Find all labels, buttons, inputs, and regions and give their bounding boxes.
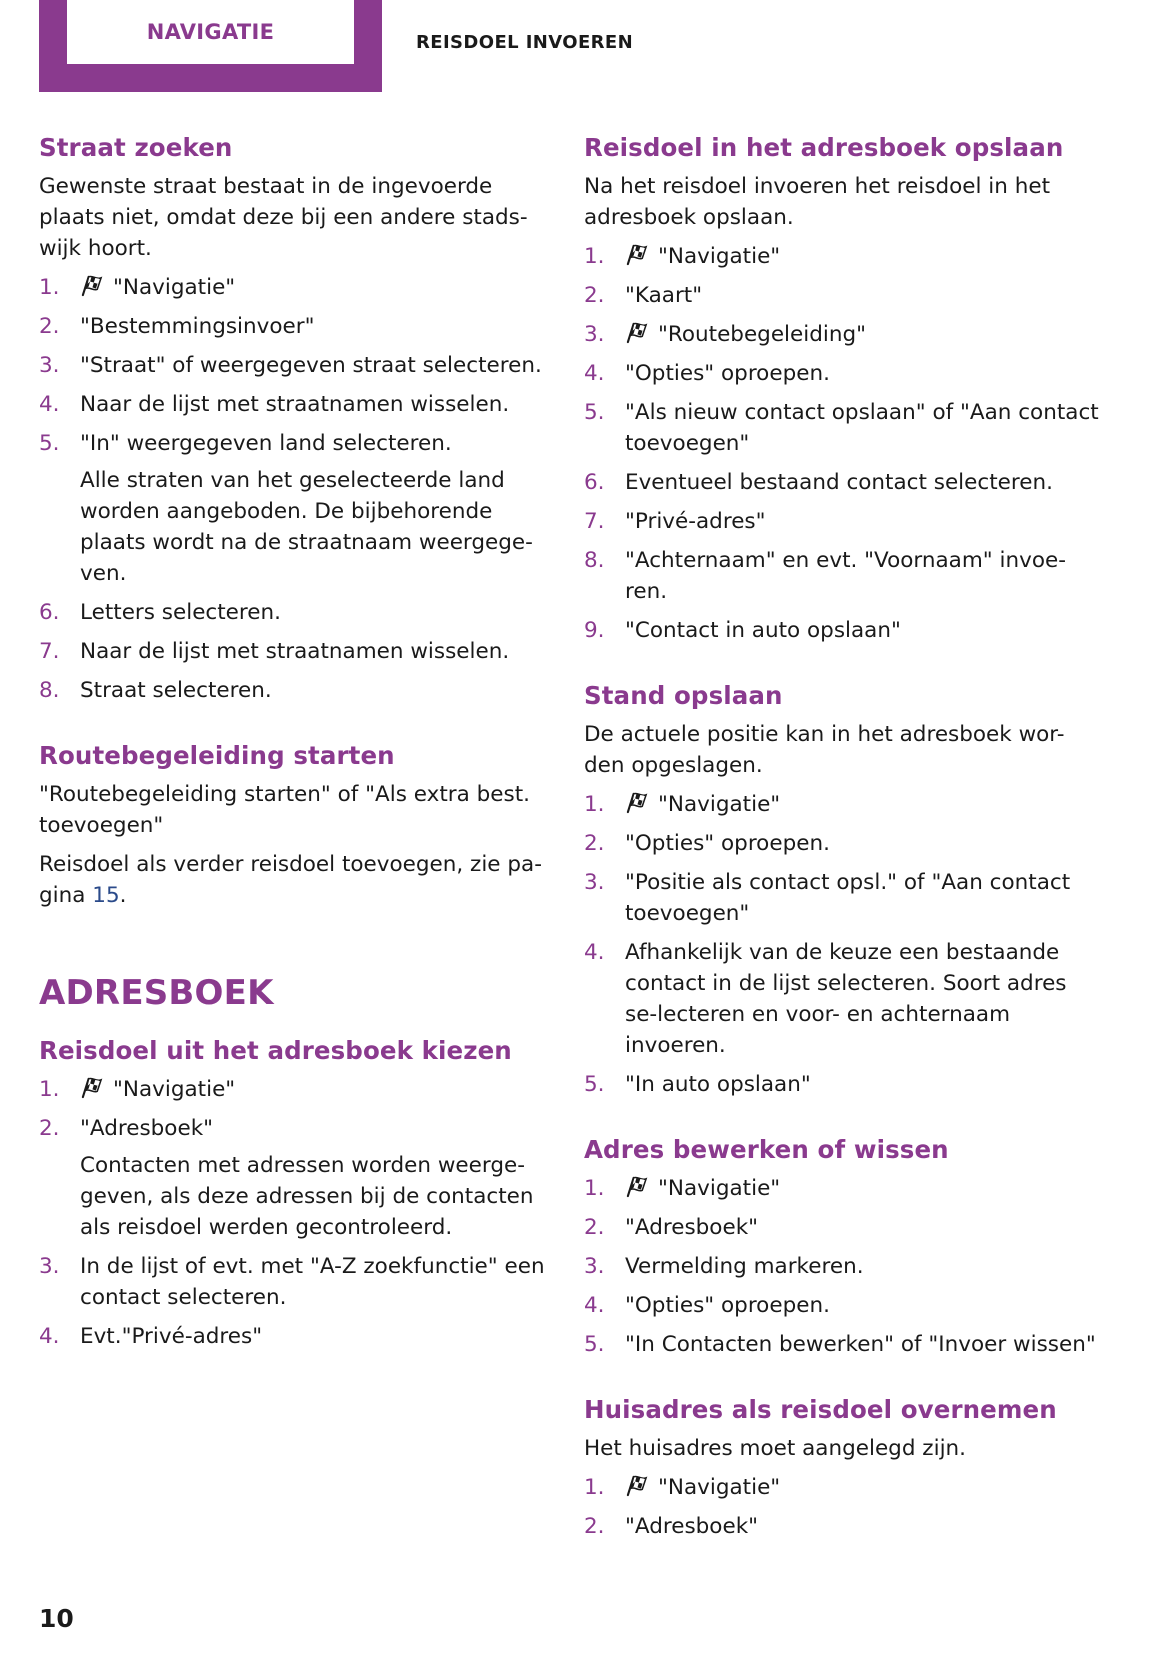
step-number: 5. bbox=[584, 1332, 605, 1357]
bewerken-steps bbox=[584, 1173, 1104, 1360]
adresboek-steps bbox=[39, 1074, 549, 1352]
left-column bbox=[39, 132, 549, 1360]
step-number: 5. bbox=[584, 1072, 605, 1097]
step-text: "Als nieuw contact opslaan" of "Aan contact toevoegen" bbox=[625, 400, 1099, 456]
step-number: 8. bbox=[39, 678, 60, 703]
destination-flag-icon bbox=[625, 243, 648, 266]
list-item bbox=[584, 1173, 1104, 1204]
destination-flag-icon bbox=[625, 1474, 648, 1497]
page-number: 10 bbox=[39, 1604, 74, 1633]
step-text: "Privé-adres" bbox=[625, 509, 766, 534]
section-title: REISDOEL INVOEREN bbox=[416, 32, 634, 53]
step-number: 1. bbox=[584, 792, 605, 817]
step-text: Naar de lijst met straatnamen wisselen. bbox=[80, 639, 510, 664]
route-text-2 bbox=[39, 849, 549, 911]
heading-stand-opslaan: Stand opslaan bbox=[584, 681, 783, 710]
destination-flag-icon bbox=[80, 274, 103, 297]
step-text: "Navigatie" bbox=[113, 275, 236, 300]
step-text: "Achternaam" en evt. "Voornaam" invoe-ren. bbox=[625, 548, 1066, 604]
opslaan-intro: Na het reisdoel invoeren het reisdoel in het adresboek opslaan. bbox=[584, 174, 1051, 230]
step-text: Straat selecteren. bbox=[80, 678, 272, 703]
step-text: "Bestemmingsinvoer" bbox=[80, 314, 315, 339]
list-item bbox=[584, 397, 1104, 459]
straat-steps bbox=[39, 272, 549, 706]
list-item bbox=[39, 428, 549, 589]
step-number: 8. bbox=[584, 548, 605, 573]
step-text: "Opties" oproepen. bbox=[625, 1293, 830, 1318]
destination-flag-icon bbox=[625, 791, 648, 814]
list-item bbox=[39, 1113, 549, 1243]
destination-flag-icon bbox=[625, 1175, 648, 1198]
heading-adresboek: ADRESBOEK bbox=[39, 973, 274, 1013]
huis-steps bbox=[584, 1472, 1104, 1542]
step-text: Naar de lijst met straatnamen wisselen. bbox=[80, 392, 510, 417]
step-number: 1. bbox=[584, 244, 605, 269]
list-item bbox=[584, 1472, 1104, 1503]
step-number: 1. bbox=[584, 1176, 605, 1201]
step-number: 4. bbox=[584, 940, 605, 965]
step-text: In de lijst of evt. met "A-Z zoekfunctie" een contact selecteren. bbox=[80, 1254, 545, 1310]
step-note: Contacten met adressen worden weerge-geven, als deze adressen bij de contacten als reisdoel werden gecontroleerd. bbox=[80, 1153, 534, 1240]
step-text: "Navigatie" bbox=[658, 1176, 781, 1201]
route-text-2-end: . bbox=[119, 883, 127, 908]
step-number: 7. bbox=[584, 509, 605, 534]
step-number: 2. bbox=[584, 283, 605, 308]
step-number: 1. bbox=[39, 1077, 60, 1102]
heading-reisdoel-opslaan: Reisdoel in het adresboek opslaan bbox=[584, 133, 1064, 162]
step-text: Eventueel bestaand contact selecteren. bbox=[625, 470, 1053, 495]
step-number: 4. bbox=[39, 392, 60, 417]
list-item bbox=[39, 311, 549, 342]
list-item bbox=[584, 545, 1104, 607]
right-column bbox=[584, 132, 1104, 1550]
step-text: "Navigatie" bbox=[658, 244, 781, 269]
step-number: 5. bbox=[584, 400, 605, 425]
step-text: "Opties" oproepen. bbox=[625, 831, 830, 856]
step-number: 4. bbox=[584, 1293, 605, 1318]
stand-steps bbox=[584, 789, 1104, 1100]
step-text: "In Contacten bewerken" of "Invoer wissen" bbox=[625, 1332, 1096, 1357]
huis-intro: Het huisadres moet aangelegd zijn. bbox=[584, 1436, 967, 1461]
list-item bbox=[584, 358, 1104, 389]
step-number: 3. bbox=[584, 322, 605, 347]
step-text: Vermelding markeren. bbox=[625, 1254, 864, 1279]
step-number: 7. bbox=[39, 639, 60, 664]
heading-huisadres: Huisadres als reisdoel overnemen bbox=[584, 1395, 1057, 1424]
step-number: 2. bbox=[584, 831, 605, 856]
step-number: 5. bbox=[39, 431, 60, 456]
page-link[interactable]: 15 bbox=[92, 883, 120, 908]
list-item bbox=[584, 615, 1104, 646]
step-text: "Straat" of weergegeven straat selecteren. bbox=[80, 353, 542, 378]
step-number: 2. bbox=[39, 314, 60, 339]
step-text: "Positie als contact opsl." of "Aan contact toevoegen" bbox=[625, 870, 1071, 926]
step-text: "Navigatie" bbox=[113, 1077, 236, 1102]
heading-routebegeleiding: Routebegeleiding starten bbox=[39, 741, 395, 770]
step-number: 1. bbox=[584, 1475, 605, 1500]
destination-flag-icon bbox=[625, 321, 648, 344]
step-number: 6. bbox=[584, 470, 605, 495]
step-note: Alle straten van het geselecteerde land worden aangeboden. De bijbehorende plaats wordt na de straatnaam weergege-ven. bbox=[80, 468, 533, 586]
list-item bbox=[39, 1074, 549, 1105]
route-text-1: "Routebegeleiding starten" of "Als extra best. toevoegen" bbox=[39, 782, 530, 838]
heading-straat-zoeken: Straat zoeken bbox=[39, 133, 233, 162]
step-number: 1. bbox=[39, 275, 60, 300]
list-item bbox=[584, 467, 1104, 498]
step-number: 4. bbox=[584, 361, 605, 386]
chapter-tab-inner bbox=[67, 0, 354, 64]
step-number: 2. bbox=[584, 1215, 605, 1240]
step-number: 6. bbox=[39, 600, 60, 625]
list-item bbox=[584, 506, 1104, 537]
list-item bbox=[584, 241, 1104, 272]
step-number: 2. bbox=[584, 1514, 605, 1539]
heading-adres-bewerken: Adres bewerken of wissen bbox=[584, 1135, 949, 1164]
step-text: "Navigatie" bbox=[658, 1475, 781, 1500]
list-item bbox=[584, 319, 1104, 350]
list-item bbox=[584, 867, 1104, 929]
list-item bbox=[584, 1251, 1104, 1282]
chapter-tab bbox=[39, 0, 382, 92]
list-item bbox=[39, 1321, 549, 1352]
step-number: 3. bbox=[584, 870, 605, 895]
step-text: "Opties" oproepen. bbox=[625, 361, 830, 386]
step-text: "In auto opslaan" bbox=[625, 1072, 811, 1097]
list-item bbox=[39, 1251, 549, 1313]
step-text: "Adresboek" bbox=[625, 1514, 759, 1539]
list-item bbox=[584, 1069, 1104, 1100]
list-item bbox=[584, 1329, 1104, 1360]
list-item bbox=[584, 280, 1104, 311]
step-text: "Contact in auto opslaan" bbox=[625, 618, 901, 643]
list-item bbox=[39, 636, 549, 667]
list-item bbox=[584, 1290, 1104, 1321]
step-number: 4. bbox=[39, 1324, 60, 1349]
list-item bbox=[584, 789, 1104, 820]
step-number: 3. bbox=[39, 353, 60, 378]
step-number: 3. bbox=[39, 1254, 60, 1279]
route-text-2-body: Reisdoel als verder reisdoel toevoegen, zie pa-gina bbox=[39, 852, 542, 908]
list-item bbox=[584, 1212, 1104, 1243]
step-number: 9. bbox=[584, 618, 605, 643]
step-number: 3. bbox=[584, 1254, 605, 1279]
step-text: "Kaart" bbox=[625, 283, 703, 308]
heading-reisdoel-kiezen: Reisdoel uit het adresboek kiezen bbox=[39, 1036, 512, 1065]
step-number: 2. bbox=[39, 1116, 60, 1141]
step-text: "Adresboek" bbox=[625, 1215, 759, 1240]
step-text: "Adresboek" bbox=[80, 1116, 214, 1141]
step-text: Evt."Privé-adres" bbox=[80, 1324, 263, 1349]
list-item bbox=[39, 350, 549, 381]
step-text: Letters selecteren. bbox=[80, 600, 281, 625]
list-item bbox=[584, 828, 1104, 859]
straat-intro: Gewenste straat bestaat in de ingevoerde plaats niet, omdat deze bij een andere stads-wijk hoort. bbox=[39, 174, 528, 261]
step-text: Afhankelijk van de keuze een bestaande contact in de lijst selecteren. Soort adres se-lecteren en voor- en achternaam invoeren. bbox=[625, 940, 1067, 1058]
list-item bbox=[584, 937, 1104, 1061]
list-item bbox=[39, 597, 549, 628]
step-text: "In" weergegeven land selecteren. bbox=[80, 431, 452, 456]
step-text: "Routebegeleiding" bbox=[658, 322, 867, 347]
opslaan-steps bbox=[584, 241, 1104, 646]
list-item bbox=[39, 272, 549, 303]
list-item bbox=[584, 1511, 1104, 1542]
list-item bbox=[39, 675, 549, 706]
list-item bbox=[39, 389, 549, 420]
chapter-title: NAVIGATIE bbox=[146, 20, 275, 44]
stand-intro: De actuele positie kan in het adresboek wor-den opgeslagen. bbox=[584, 722, 1065, 778]
step-text: "Navigatie" bbox=[658, 792, 781, 817]
destination-flag-icon bbox=[80, 1076, 103, 1099]
